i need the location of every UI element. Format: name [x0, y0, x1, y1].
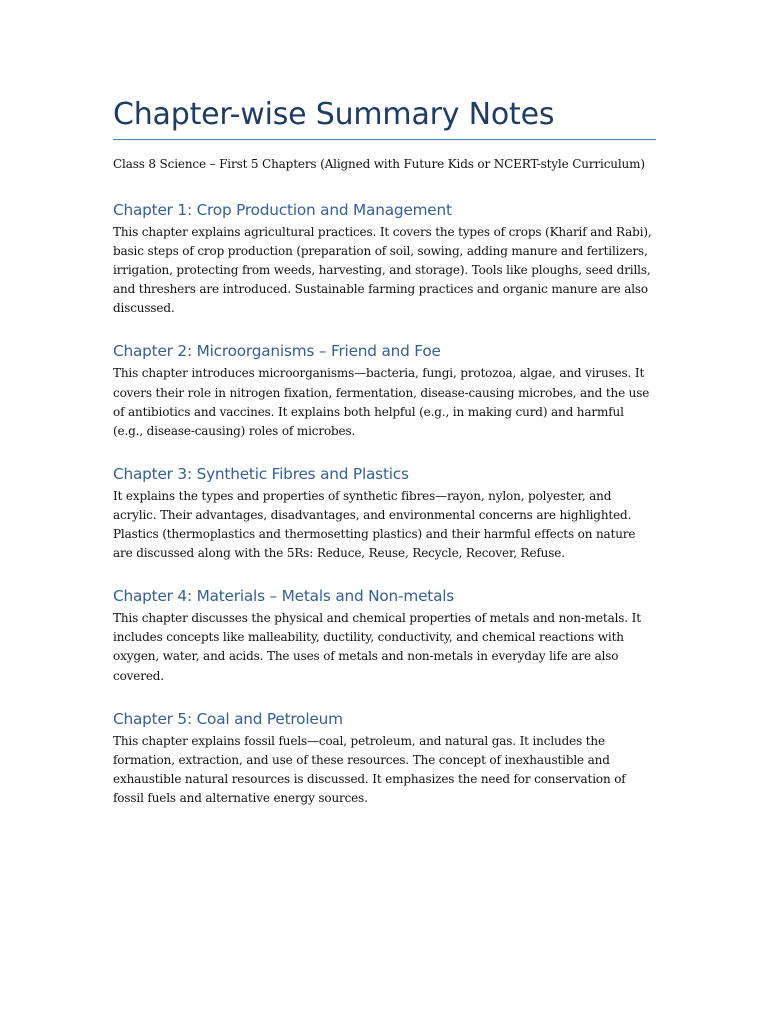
chapter-body: This chapter explains agricultural practices. It covers the types of crops (Kharif and Rabi), basic steps of crop production (preparation of soil, sowing, adding manure and fertilizers, irrigation, protecting from weeds, harvesting, and storage). Tools like ploughs, seed drills, and threshers are introduced. Sustainable farming practices and organic manure are also discussed. — [113, 225, 652, 316]
document-page — [113, 94, 656, 808]
chapter-heading: Chapter 4: Materials – Metals and Non-metals — [113, 587, 455, 606]
chapter-section-2 — [113, 340, 656, 440]
chapter-heading: Chapter 2: Microorganisms – Friend and Foe — [113, 342, 441, 361]
chapter-body: It explains the types and properties of synthetic fibres—rayon, nylon, polyester, and acrylic. Their advantages, disadvantages, and environmental concerns are highlighted. Plastics (thermoplastics and thermosetting plastics) and their harmful effects on nature are discussed along with the 5Rs: Reduce, Reuse, Recycle, Recover, Refuse. — [113, 488, 636, 561]
page-title: Chapter-wise Summary Notes — [113, 97, 555, 132]
title-divider — [113, 139, 656, 140]
chapter-section-3 — [113, 463, 656, 563]
chapter-body: This chapter discusses the physical and chemical properties of metals and non-metals. It includes concepts like malleability, ductility, conductivity, and chemical reactions with oxygen, water, and acids. The uses of metals and non-metals in everyday life are also covered. — [113, 611, 641, 683]
chapter-section-5 — [113, 708, 656, 808]
chapter-heading: Chapter 5: Coal and Petroleum — [113, 709, 343, 728]
chapter-heading: Chapter 3: Synthetic Fibres and Plastics — [113, 464, 409, 483]
chapter-section-1 — [113, 199, 656, 318]
document-subtitle: Class 8 Science – First 5 Chapters (Aligned with Future Kids or NCERT-style Curriculum) — [113, 157, 645, 171]
chapter-body: This chapter introduces microorganisms—bacteria, fungi, protozoa, algae, and viruses. It covers their role in nitrogen fixation, fermentation, disease-causing microbes, and the use of antibiotics and vaccines. It explains both helpful (e.g., in making curd) and harmful (e.g., disease-causing) roles of microbes. — [113, 366, 650, 438]
chapter-body: This chapter explains fossil fuels—coal, petroleum, and natural gas. It includes the formation, extraction, and use of these resources. The concept of inexhaustible and exhaustible natural resources is discussed. It emphasizes the need for conservation of fossil fuels and alternative energy sources. — [113, 733, 626, 805]
chapter-section-4 — [113, 585, 656, 685]
chapter-heading: Chapter 1: Crop Production and Management — [113, 201, 452, 219]
